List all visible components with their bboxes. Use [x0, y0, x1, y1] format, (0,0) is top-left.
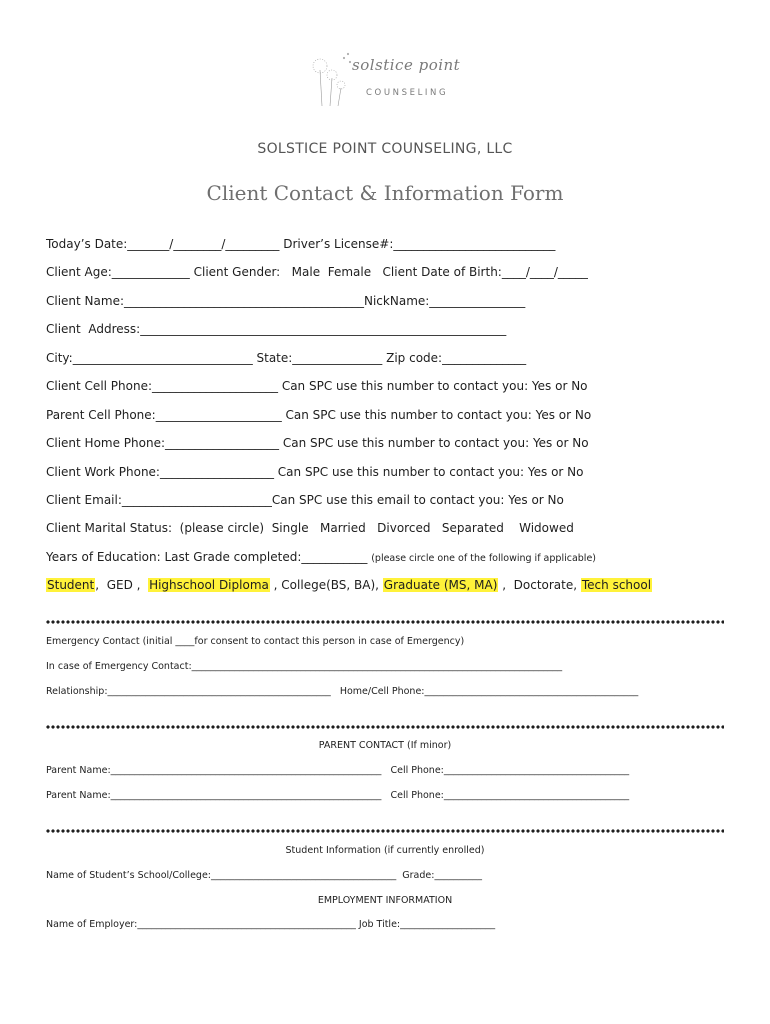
option-sep-2: , College(BS, BA),	[269, 578, 383, 592]
section-divider	[46, 829, 724, 833]
parent-cell-phone-line[interactable]: Parent Cell Phone:_____________________ Can SPC use this number to contact you: Yes or No	[46, 408, 592, 422]
emergency-consent-line[interactable]: Emergency Contact (initial ____for consent to contact this person in case of Emergency)	[46, 636, 465, 647]
emergency-contact-line[interactable]: In case of Emergency Contact:______________________________________________________________________________	[46, 661, 563, 672]
education-years-line[interactable]	[46, 550, 596, 564]
option-tech-school[interactable]: Tech school	[581, 578, 652, 592]
student-school-line[interactable]: Name of Student’s School/College:_______________________________________ Grade:__________	[46, 870, 482, 881]
marital-status-line[interactable]: Client Marital Status: (please circle) Single Married Divorced Separated Widowed	[46, 521, 574, 535]
education-years-label: Years of Education: Last Grade completed:___________	[46, 550, 372, 564]
client-name-line[interactable]: Client Name:________________________________________NickName:________________	[46, 294, 526, 308]
employer-line[interactable]: Name of Employer:______________________________________________ Job Title:____________________	[46, 919, 496, 930]
client-email-line[interactable]: Client Email:_________________________Can SPC use this email to contact you: Yes or No	[46, 493, 564, 507]
dandelion-icon	[308, 48, 352, 108]
parent-name-line-1[interactable]: Parent Name:_________________________________________________________ Cell Phone:_______________________________________	[46, 765, 630, 776]
option-highschool[interactable]: Highschool Diploma	[149, 578, 269, 592]
parent-name-line-2[interactable]: Parent Name:_________________________________________________________ Cell Phone:_______________________________________	[46, 790, 630, 801]
date-license-line[interactable]: Today’s Date:_______/________/_________ Driver’s License#:___________________________	[46, 237, 556, 251]
section-divider	[46, 725, 724, 729]
logo-subtitle: COUNSELING	[366, 88, 449, 98]
company-name: SOLSTICE POINT COUNSELING, LLC	[257, 141, 513, 157]
logo-script-text: solstice point	[352, 56, 461, 74]
employment-heading: EMPLOYMENT INFORMATION	[317, 895, 453, 906]
client-cell-phone-line[interactable]: Client Cell Phone:_____________________ Can SPC use this number to contact you: Yes or No	[46, 379, 588, 393]
parent-contact-heading: PARENT CONTACT (If minor)	[318, 740, 452, 751]
client-address-line[interactable]: Client Address:_____________________________________________________________	[46, 322, 507, 336]
client-work-phone-line[interactable]: Client Work Phone:___________________ Can SPC use this number to contact you: Yes or No	[46, 465, 584, 479]
company-logo	[308, 48, 468, 108]
option-sep-1: , GED ,	[95, 578, 149, 592]
section-divider	[46, 620, 724, 624]
option-sep-3: , Doctorate,	[498, 578, 581, 592]
city-state-zip-line[interactable]: City:______________________________ State:_______________ Zip code:______________	[46, 351, 527, 365]
option-graduate[interactable]: Graduate (MS, MA)	[383, 578, 498, 592]
student-info-heading: Student Information (if currently enrolled)	[285, 845, 485, 856]
age-gender-dob-line[interactable]: Client Age:_____________ Client Gender: Male Female Client Date of Birth:____/____/_____	[46, 265, 588, 279]
client-home-phone-line[interactable]: Client Home Phone:___________________ Can SPC use this number to contact you: Yes or No	[46, 436, 589, 450]
option-student[interactable]: Student	[47, 578, 95, 592]
education-options-line[interactable]	[46, 578, 652, 592]
relationship-phone-line[interactable]: Relationship:_______________________________________________ Home/Cell Phone:_____________________________________________	[46, 686, 639, 697]
form-title: Client Contact & Information Form	[206, 181, 564, 205]
education-note: (please circle one of the following if applicable)	[371, 553, 596, 564]
